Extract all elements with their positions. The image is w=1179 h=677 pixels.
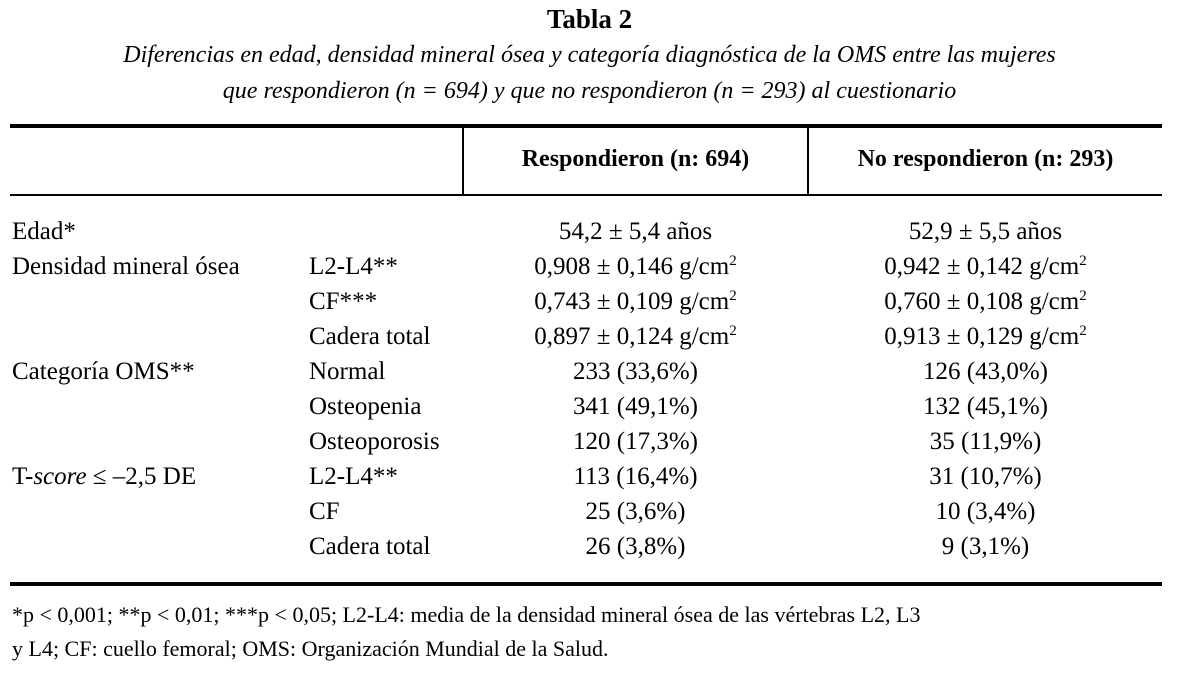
value-responded: 54,2 ± 5,4 años [558,218,713,245]
value-text: 0,897 ± 0,124 g/cm [534,323,730,350]
value-responded: 25 (3,6%) [585,498,686,525]
row-label: Densidad mineral ósea [12,253,240,280]
value-text: 0,942 ± 0,142 g/cm [884,253,1080,280]
unit-superscript: 2 [729,288,737,304]
row-label: Edad* [12,218,76,245]
value-not-responded: 52,9 ± 5,5 años [908,218,1063,245]
row-sublabel: Cadera total [309,323,431,350]
unit-superscript: 2 [1079,253,1087,269]
value-not-responded: 35 (11,9%) [929,428,1042,455]
header-rule [10,194,1162,196]
value-not-responded [809,252,1162,282]
row-sublabel: Osteopenia [309,393,422,420]
table-subtitle-line1: Diferencias en edad, densidad mineral ósea y categoría diagnóstica de la OMS entre las mujeres [123,42,1056,68]
tscore-suffix: ≤ –2,5 DE [86,463,197,490]
value-responded [464,322,807,352]
footnote-line1: *p < 0,001; **p < 0,01; ***p < 0,05; L2-L4: media de la densidad mineral ósea de las vértebras L2, L3 [12,602,921,627]
row-sublabel: Osteoporosis [309,428,440,455]
value-responded: 113 (16,4%) [573,463,698,490]
table-title: Tabla 2 [546,4,633,34]
column-header-not-responded: No respondieron (n: 293) [857,146,1114,172]
value-not-responded: 10 (3,4%) [935,498,1036,525]
value-responded: 26 (3,8%) [585,533,686,560]
value-not-responded: 126 (43,0%) [923,358,1048,385]
row-sublabel: L2-L4** [309,253,398,280]
value-text: 0,913 ± 0,129 g/cm [884,323,1080,350]
value-responded: 233 (33,6%) [573,358,698,385]
tscore-italic: score [33,463,87,490]
column-header-responded: Respondieron (n: 694) [521,146,750,172]
value-text: 0,908 ± 0,146 g/cm [534,253,730,280]
row-sublabel: CF*** [309,288,378,315]
row-label-tscore [12,462,196,492]
table-subtitle-line2: que respondieron (n = 694) y que no respondieron (n = 293) al cuestionario [222,78,957,104]
value-responded: 120 (17,3%) [573,428,698,455]
row-sublabel: L2-L4** [309,463,398,490]
value-text: 0,743 ± 0,109 g/cm [534,288,730,315]
unit-superscript: 2 [1079,323,1087,339]
value-text: 0,760 ± 0,108 g/cm [884,288,1080,315]
row-sublabel: Normal [309,358,386,385]
row-sublabel: Cadera total [309,533,431,560]
footnote-line2: y L4; CF: cuello femoral; OMS: Organización Mundial de la Salud. [12,636,609,661]
value-not-responded: 31 (10,7%) [929,463,1042,490]
unit-superscript: 2 [1079,288,1087,304]
unit-superscript: 2 [729,323,737,339]
bottom-rule [10,582,1162,586]
row-sublabel: CF [309,498,340,525]
top-rule [10,124,1162,128]
value-not-responded: 132 (45,1%) [923,393,1048,420]
value-responded [464,252,807,282]
row-label: Categoría OMS** [12,358,195,385]
value-not-responded [809,322,1162,352]
unit-superscript: 2 [729,253,737,269]
value-not-responded: 9 (3,1%) [941,533,1030,560]
value-responded: 341 (49,1%) [573,393,698,420]
value-responded [464,287,807,317]
value-not-responded [809,287,1162,317]
tscore-prefix: T- [12,463,34,490]
